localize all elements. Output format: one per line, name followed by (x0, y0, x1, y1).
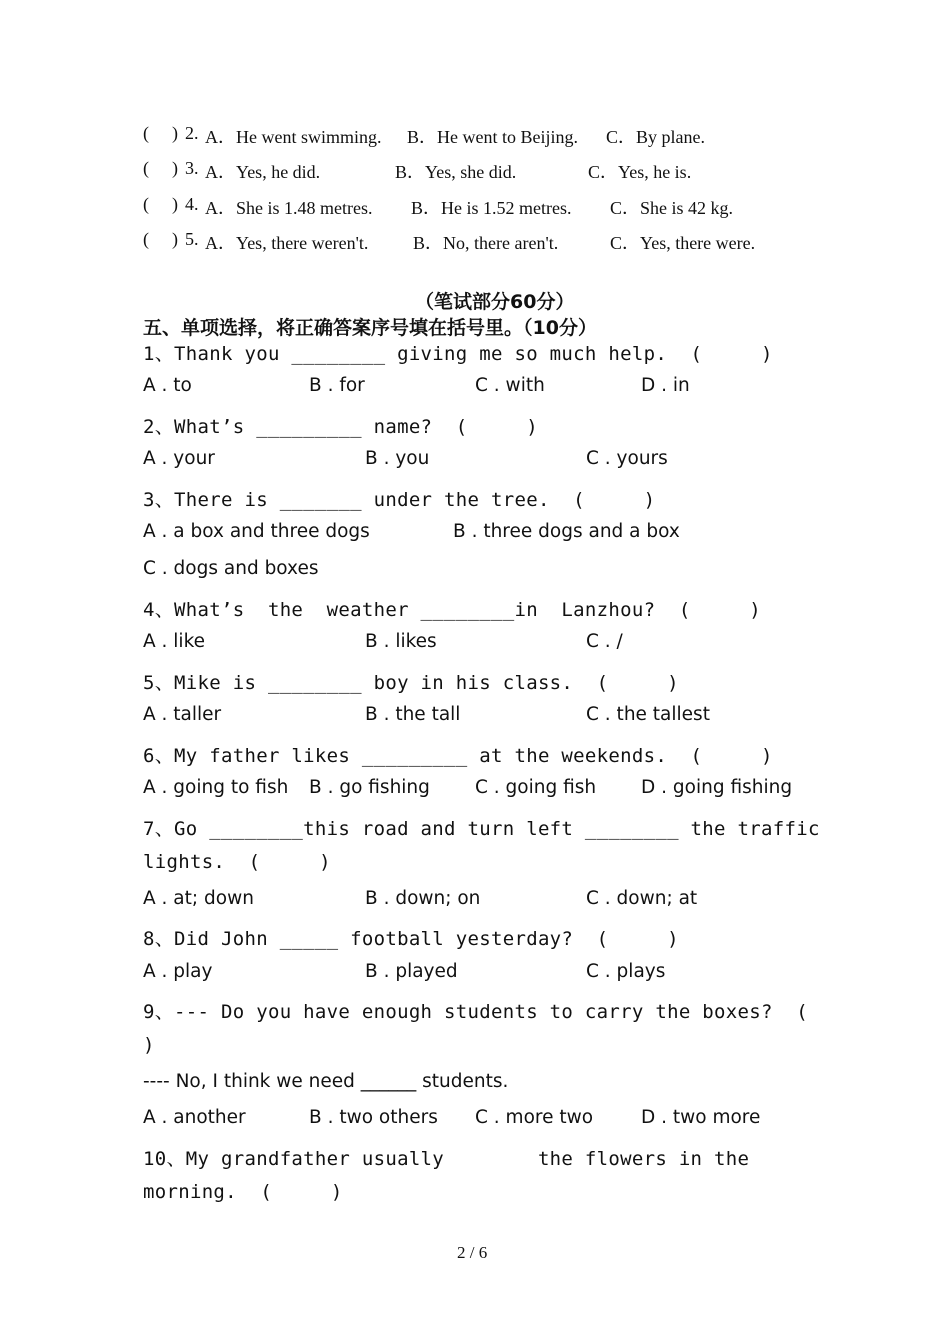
option-a: A．Yes, he did. (205, 162, 321, 182)
question-stem: 8、Did John _____ football yesterday? ( ) (143, 928, 679, 950)
option-c: C . / (586, 631, 623, 652)
dialogue-reply: ---- No, I think we need ______ students. (143, 1071, 509, 1092)
section-five-heading: 五、单项选择，将正确答案序号填在括号里。（10分） (143, 317, 597, 339)
option-c: C . with (475, 375, 545, 396)
item-number: 3. (185, 158, 199, 178)
option-a: A．He went swimming. (205, 127, 382, 147)
question-stem: 6、My father likes _________ at the weekends. ( ) (143, 745, 773, 767)
item-number: 5. (185, 229, 199, 249)
option-d: D . going fishing (641, 777, 793, 798)
option-c: C . plays (586, 961, 666, 982)
option-d: D . two more (641, 1107, 761, 1128)
question-stem-continued: ) (143, 1034, 155, 1056)
option-a: A . taller (143, 704, 222, 725)
question-stem: 9、--- Do you have enough students to carry the boxes? ( (143, 1001, 808, 1023)
option-a: A . a box and three dogs (143, 521, 370, 542)
option-b: B . you (365, 448, 430, 469)
option-a: A . to (143, 375, 192, 396)
option-b: B . down; on (365, 888, 481, 909)
question-stem: 3、There is _______ under the tree. ( ) (143, 489, 656, 511)
option-a: A . another (143, 1107, 246, 1128)
item-number: 4. (185, 194, 199, 214)
answer-bracket-open: ( (143, 123, 149, 143)
option-b: B . the tall (365, 704, 461, 725)
question-stem: 10、My grandfather usually the flowers in the (143, 1148, 750, 1170)
option-b: B . three dogs and a box (453, 521, 680, 542)
option-c: C . going fish (475, 777, 597, 798)
option-b: B . go fishing (309, 777, 430, 798)
option-c: C．By plane. (606, 127, 705, 147)
option-b: B．He is 1.52 metres. (411, 198, 572, 218)
option-b: B．Yes, she did. (395, 162, 517, 182)
answer-bracket-open: ( (143, 158, 149, 178)
option-a: A．Yes, there weren't. (205, 233, 369, 253)
option-c: C . down; at (586, 888, 698, 909)
written-part-heading: （笔试部分60分） (415, 291, 575, 313)
option-d: D . in (641, 375, 690, 396)
answer-bracket-open: ( (143, 229, 149, 249)
option-b: B . played (365, 961, 458, 982)
question-stem-continued: morning. ( ) (143, 1181, 343, 1203)
question-stem: 7、Go ________this road and turn left ________ the traffic (143, 818, 820, 840)
option-c: C．Yes, he is. (588, 162, 692, 182)
question-stem: 4、What’s the weather ________in Lanzhou? ( ) (143, 599, 761, 621)
option-b: B . two others (309, 1107, 438, 1128)
option-a: A . your (143, 448, 215, 469)
option-b: B．No, there aren't. (413, 233, 559, 253)
option-b: B . likes (365, 631, 437, 652)
answer-bracket-close: ) (172, 123, 178, 143)
option-c: C . the tallest (586, 704, 710, 725)
option-c: C . yours (586, 448, 668, 469)
question-stem: 5、Mike is ________ boy in his class. ( ) (143, 672, 679, 694)
question-stem-continued: lights. ( ) (143, 851, 331, 873)
option-a: A．She is 1.48 metres. (205, 198, 373, 218)
answer-bracket-close: ) (172, 194, 178, 214)
question-stem: 1、Thank you ________ giving me so much help. ( ) (143, 343, 773, 365)
answer-bracket-close: ) (172, 158, 178, 178)
option-c: C．Yes, there were. (610, 233, 756, 253)
question-stem: 2、What’s _________ name? ( ) (143, 416, 538, 438)
option-b: B . for (309, 375, 365, 396)
option-c: C . more two (475, 1107, 594, 1128)
option-b: B．He went to Beijing. (407, 127, 578, 147)
option-a: A . at; down (143, 888, 254, 909)
option-a: A . play (143, 961, 213, 982)
option-a: A . like (143, 631, 206, 652)
answer-bracket-open: ( (143, 194, 149, 214)
page-number: 2 / 6 (457, 1243, 488, 1262)
option-a: A . going to fish (143, 777, 289, 798)
item-number: 2. (185, 123, 199, 143)
answer-bracket-close: ) (172, 229, 178, 249)
option-c: C．She is 42 kg. (610, 198, 734, 218)
option-c: C . dogs and boxes (143, 558, 319, 579)
